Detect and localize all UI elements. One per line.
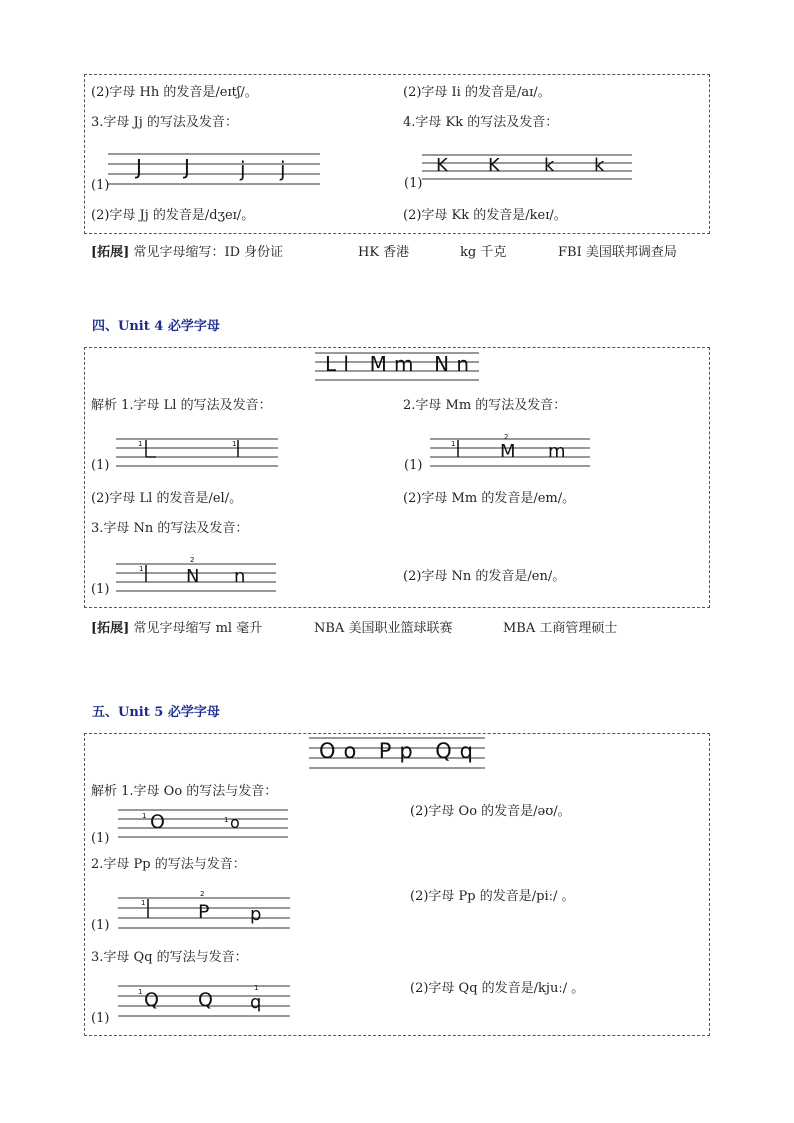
- extension-fbi: FBI 美国联邦调查局: [558, 245, 677, 260]
- k-pronunciation: (2)字母 Kk 的发音是/keɪ/。: [403, 208, 567, 223]
- part4-heading: 四、Unit 4 必学字母: [92, 319, 220, 334]
- part4-banner: [315, 351, 479, 383]
- k-lower-full: k: [594, 155, 605, 176]
- m-title: 2.字母 Mm 的写法及发音：: [403, 398, 567, 413]
- extension-mba: MBA 工商管理硕士: [503, 621, 618, 636]
- m-item-number: (1): [404, 458, 423, 473]
- j-item-number: (1): [91, 178, 110, 193]
- o-lower-full: o: [230, 813, 240, 832]
- svg-text:1: 1: [224, 816, 229, 824]
- q-item-number: (1): [91, 1011, 110, 1026]
- m-upper-full: M: [500, 441, 516, 462]
- extension-id: 常见字母缩写：ID 身份证: [133, 245, 284, 260]
- m-lower-full: m: [548, 441, 566, 462]
- o-title: 解析 1.字母 Oo 的写法与发音：: [91, 784, 278, 799]
- svg-text:1: 1: [142, 812, 147, 820]
- svg-text:1: 1: [232, 440, 237, 448]
- q-writing-staff: [118, 984, 290, 1018]
- svg-text:2: 2: [504, 433, 509, 441]
- q-title: 3.字母 Qq 的写法与发音：: [91, 950, 248, 965]
- svg-text:1: 1: [138, 440, 143, 448]
- svg-text:1: 1: [138, 988, 143, 996]
- k-upper-stroke1: K: [436, 155, 448, 176]
- part5-banner: [309, 736, 485, 770]
- l-pronunciation: (2)字母 Ll 的发音是/el/。: [91, 491, 243, 506]
- j-title: 3.字母 Jj 的写法及发音：: [91, 115, 238, 130]
- p-title: 2.字母 Pp 的写法与发音：: [91, 857, 246, 872]
- svg-text:2: 2: [190, 556, 195, 564]
- j-upper-stroke1: J: [136, 155, 142, 179]
- p-pronunciation: (2)字母 Pp 的发音是/piː/ 。: [410, 889, 575, 904]
- p-upper-full: P: [198, 901, 210, 923]
- k-item-number: (1): [404, 176, 423, 191]
- j-writing-staff: [108, 152, 320, 186]
- o-item-number: (1): [91, 831, 110, 846]
- p-item-number: (1): [91, 918, 110, 933]
- q-upper-stroke1: Q: [144, 989, 159, 1011]
- part5-heading: 五、Unit 5 必学字母: [92, 705, 220, 720]
- i-pronunciation: (2)字母 Ii 的发音是/aɪ/。: [403, 85, 551, 100]
- n-title: 3.字母 Nn 的写法及发音：: [91, 521, 249, 536]
- q-upper-full: Q: [198, 989, 213, 1011]
- o-upper-full: O: [150, 811, 165, 833]
- p-lower-full: p: [250, 904, 262, 925]
- svg-text:1: 1: [141, 899, 146, 907]
- n-upper-full: N: [186, 566, 200, 587]
- svg-text:1: 1: [254, 984, 259, 992]
- banner-letters: Oo Pp Qq: [319, 739, 473, 763]
- n-item-number: (1): [91, 582, 110, 597]
- o-writing-staff: [118, 808, 288, 840]
- j-pronunciation: (2)字母 Jj 的发音是/dʒeɪ/。: [91, 208, 255, 223]
- o-pronunciation: (2)字母 Oo 的发音是/əʊ/。: [410, 804, 571, 819]
- extension-label: [拓展]: [91, 621, 130, 636]
- extension-kg: kg 千克: [460, 245, 507, 260]
- n-writing-staff: [116, 556, 276, 592]
- p-writing-staff: [118, 890, 290, 930]
- extension-label: [拓展]: [91, 245, 130, 260]
- extension-nba: NBA 美国职业篮球联赛: [314, 621, 453, 636]
- m-writing-staff: [430, 433, 590, 467]
- part3-extension: [91, 245, 283, 261]
- extension-ml: 常见字母缩写 ml 毫升: [133, 621, 263, 636]
- h-pronunciation: (2)字母 Hh 的发音是/eɪtʃ/。: [91, 85, 258, 100]
- svg-text:2: 2: [200, 890, 205, 898]
- k-upper-full: K: [488, 155, 500, 176]
- svg-text:1: 1: [139, 565, 144, 573]
- banner-letters: Ll Mm Nn: [325, 352, 469, 376]
- l-item-number: (1): [91, 458, 110, 473]
- k-writing-staff: [422, 153, 632, 181]
- extension-hk: HK 香港: [358, 245, 410, 260]
- part4-extension: [91, 621, 262, 637]
- svg-text:1: 1: [451, 440, 456, 448]
- q-lower-full: q: [250, 992, 262, 1013]
- q-pronunciation: (2)字母 Qq 的发音是/kjuː/ 。: [410, 981, 585, 996]
- l-title: 解析 1.字母 Ll 的写法及发音：: [91, 398, 272, 413]
- j-lower-full: j: [280, 157, 286, 181]
- n-lower-full: n: [234, 566, 246, 587]
- m-pronunciation: (2)字母 Mm 的发音是/em/。: [403, 491, 576, 506]
- k-title: 4.字母 Kk 的写法及发音：: [403, 115, 559, 130]
- l-writing-staff: [116, 437, 278, 467]
- k-lower-stroke1: k: [544, 155, 555, 176]
- n-pronunciation: (2)字母 Nn 的发音是/en/。: [403, 569, 566, 584]
- j-lower-stroke1: j: [240, 157, 246, 181]
- j-upper-full: J: [184, 155, 190, 179]
